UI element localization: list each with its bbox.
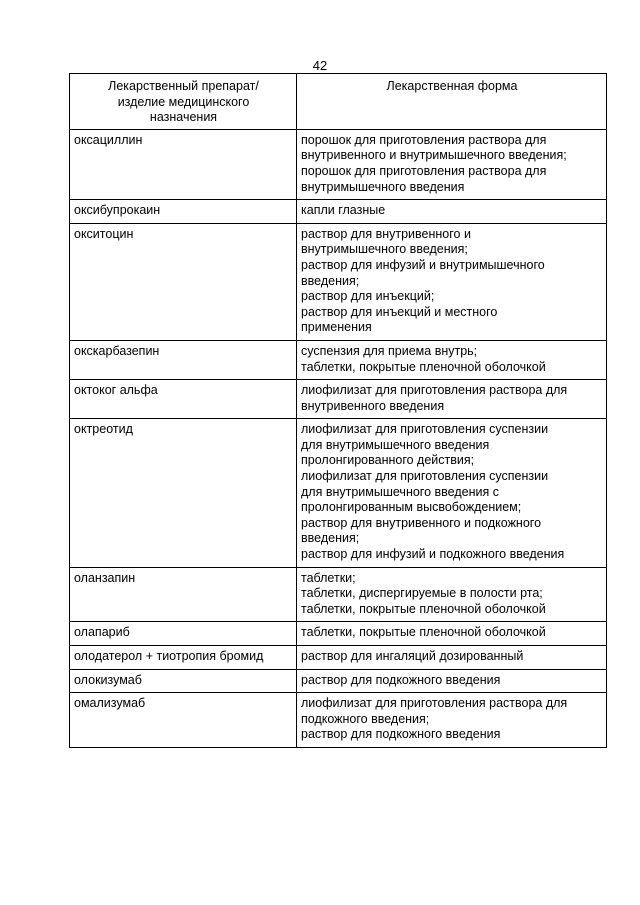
drug-name: оксациллин (74, 132, 143, 147)
drug-name: октреотид (74, 422, 133, 437)
dosage-form-line: введения; (301, 531, 360, 546)
dosage-form-line: капли глазные (301, 203, 386, 218)
header-drug-name (70, 74, 297, 130)
drug-name: омализумаб (74, 696, 146, 711)
table-row (70, 646, 607, 670)
dosage-form-cell (297, 646, 607, 670)
header-line: Лекарственная форма (386, 79, 518, 93)
drug-name: октоког альфа (74, 383, 158, 398)
table-row (70, 340, 607, 379)
table-row (70, 129, 607, 199)
dosage-form-line: пролонгированного действия; (301, 453, 475, 468)
dosage-form-cell (297, 129, 607, 199)
drug-name-cell (70, 380, 297, 419)
dosage-form-line: раствор для подкожного введения (301, 672, 501, 687)
dosage-form-line: раствор для подкожного введения (301, 727, 501, 742)
dosage-form-cell (297, 567, 607, 622)
drug-name-cell (70, 200, 297, 224)
dosage-form-line: раствор для ингаляций дозированный (301, 649, 524, 663)
dosage-form-line: таблетки, покрытые пленочной оболочкой (301, 601, 546, 616)
drug-name: окскарбазепин (74, 343, 160, 358)
drug-name-cell (70, 340, 297, 379)
dosage-form-cell (297, 622, 607, 646)
dosage-form-line: таблетки, покрытые пленочной оболочкой (301, 359, 546, 374)
header-dosage-form (297, 74, 607, 130)
dosage-form-line: лиофилизат для приготовления суспензии (301, 469, 549, 484)
header-line: Лекарственный препарат/ (108, 79, 259, 93)
table-row (70, 622, 607, 646)
dosage-form-line: для внутримышечного введения с (301, 484, 499, 499)
dosage-form-line: раствор для инъекций и местного (301, 304, 498, 319)
dosage-form-line: для внутримышечного введения (301, 437, 490, 452)
dosage-form-line: лиофилизат для приготовления суспензии (301, 422, 549, 437)
drug-name-cell (70, 622, 297, 646)
drug-name: окситоцин (74, 226, 134, 241)
dosage-form-cell (297, 340, 607, 379)
table-body (70, 129, 607, 747)
drug-name-cell (70, 693, 297, 748)
dosage-form-line: таблетки, покрытые пленочной оболочкой (301, 625, 546, 640)
dosage-form-line: внутримышечного введения; (301, 242, 468, 257)
page-number: 42 (312, 58, 328, 73)
table-row (70, 693, 607, 748)
drug-name-cell (70, 646, 297, 670)
dosage-form-cell (297, 200, 607, 224)
dosage-form-line: раствор для внутривенного и (301, 226, 471, 241)
table-row (70, 223, 607, 340)
table-row (70, 200, 607, 224)
dosage-form-line: лиофилизат для приготовления раствора для (301, 696, 568, 711)
drug-name: оланзапин (74, 570, 136, 585)
drug-name-cell (70, 223, 297, 340)
dosage-form-cell (297, 223, 607, 340)
table-row (70, 669, 607, 693)
table-row (70, 419, 607, 567)
drug-name: олокизумаб (74, 672, 142, 687)
dosage-form-cell (297, 693, 607, 748)
dosage-form-line: раствор для инъекций; (301, 289, 435, 304)
header-line: изделие медицинского (117, 94, 250, 109)
drug-name: олапариб (74, 625, 130, 640)
dosage-form-line: введения; (301, 273, 360, 288)
drug-name-cell (70, 419, 297, 567)
header-line: назначения (149, 110, 218, 125)
dosage-form-cell (297, 419, 607, 567)
dosage-form-cell (297, 669, 607, 693)
dosage-form-line: суспензия для приема внутрь; (301, 343, 478, 358)
table-row (70, 567, 607, 622)
dosage-form-line: таблетки; (301, 570, 356, 585)
dosage-form-cell (297, 380, 607, 419)
dosage-form-line: внутривенного и внутримышечного введения; (301, 148, 567, 163)
dosage-form-line: внутривенного введения (301, 398, 445, 413)
dosage-form-line: пролонгированным высвобождением; (301, 500, 522, 515)
dosage-form-line: раствор для инфузий и внутримышечного (301, 257, 545, 272)
dosage-form-line: порошок для приготовления раствора для (301, 163, 547, 178)
drug-forms-table (69, 73, 607, 748)
dosage-form-line: применения (301, 320, 372, 335)
drug-name: оксибупрокаин (74, 203, 161, 218)
drug-name-cell (70, 669, 297, 693)
dosage-form-line: подкожного введения; (301, 711, 430, 726)
table-row (70, 380, 607, 419)
dosage-form-line: внутримышечного введения (301, 179, 465, 194)
drug-name-cell (70, 567, 297, 622)
dosage-form-line: раствор для внутривенного и подкожного (301, 515, 542, 530)
drug-name: олодатерол + тиотропия бромид (74, 649, 264, 663)
dosage-form-line: лиофилизат для приготовления раствора для (301, 383, 568, 398)
table-header-row (70, 74, 607, 130)
drug-name-cell (70, 129, 297, 199)
dosage-form-line: раствор для инфузий и подкожного введения (301, 547, 565, 562)
dosage-form-line: порошок для приготовления раствора для (301, 132, 547, 147)
dosage-form-line: таблетки, диспергируемые в полости рта; (301, 586, 543, 601)
